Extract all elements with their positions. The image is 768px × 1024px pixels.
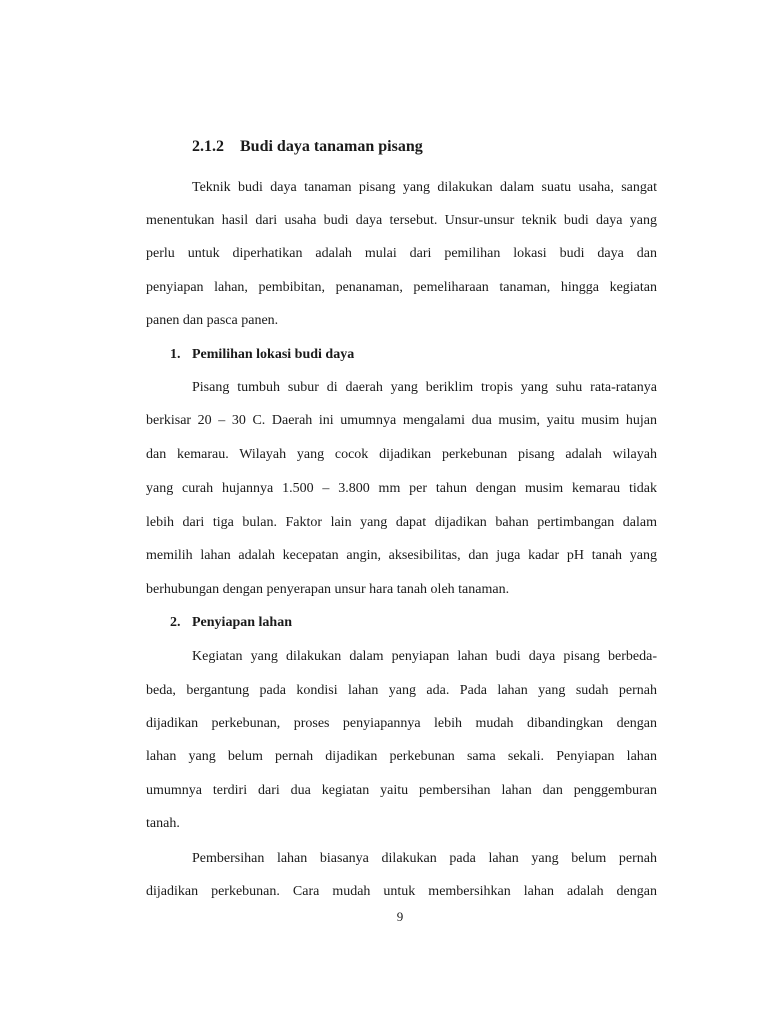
paragraph-line: tanah. bbox=[146, 816, 180, 831]
paragraph-line: Kegiatan yang dilakukan dalam penyiapan lahan budi daya pisang berbeda- bbox=[192, 649, 657, 664]
paragraph-line: perlu untuk diperhatikan adalah mulai dari pemilihan lokasi budi daya dan bbox=[146, 246, 657, 261]
paragraph-line: berhubungan dengan penyerapan unsur hara tanah oleh tanaman. bbox=[146, 582, 510, 597]
subsection-title: Pemilihan lokasi budi daya bbox=[192, 347, 355, 362]
paragraph-line: memilih lahan adalah kecepatan angin, aksesibilitas, dan juga kadar pH tanah yang bbox=[146, 548, 657, 563]
section-heading bbox=[192, 138, 423, 156]
subsection-heading bbox=[170, 346, 354, 364]
paragraph-line: penyiapan lahan, pembibitan, penanaman, pemeliharaan tanaman, hingga kegiatan bbox=[146, 280, 657, 295]
paragraph-line: panen dan pasca panen. bbox=[146, 313, 279, 328]
paragraph-line: menentukan hasil dari usaha budi daya tersebut. Unsur-unsur teknik budi daya yang bbox=[146, 213, 657, 228]
paragraph-line: umumnya terdiri dari dua kegiatan yaitu pembersihan lahan dan penggemburan bbox=[146, 783, 657, 798]
paragraph-line: berkisar 20 – 30 C. Daerah ini umumnya mengalami dua musim, yaitu musim hujan bbox=[146, 413, 657, 428]
subsection-heading bbox=[170, 614, 292, 632]
paragraph-line: dijadikan perkebunan. Cara mudah untuk membersihkan lahan adalah dengan bbox=[146, 884, 657, 899]
section-number: 2.1.2 bbox=[192, 138, 224, 155]
paragraph-line: lahan yang belum pernah dijadikan perkebunan sama sekali. Penyiapan lahan bbox=[146, 749, 657, 764]
paragraph-line: Pisang tumbuh subur di daerah yang beriklim tropis yang suhu rata-ratanya bbox=[192, 380, 657, 395]
page-number: 9 bbox=[396, 909, 404, 924]
paragraph-line: lebih dari tiga bulan. Faktor lain yang dapat dijadikan bahan pertimbangan dalam bbox=[146, 515, 657, 530]
paragraph-line: dan kemarau. Wilayah yang cocok dijadikan perkebunan pisang adalah wilayah bbox=[146, 447, 657, 462]
paragraph-line: Teknik budi daya tanaman pisang yang dilakukan dalam suatu usaha, sangat bbox=[192, 180, 657, 195]
subsection-number: 2. bbox=[170, 615, 181, 630]
paragraph-line: yang curah hujannya 1.500 – 3.800 mm per tahun dengan musim kemarau tidak bbox=[146, 481, 657, 496]
subsection-number: 1. bbox=[170, 347, 181, 362]
section-title: Budi daya tanaman pisang bbox=[240, 138, 423, 155]
subsection-title: Penyiapan lahan bbox=[192, 615, 292, 630]
paragraph-line: dijadikan perkebunan, proses penyiapannya lebih mudah dibandingkan dengan bbox=[146, 716, 657, 731]
paragraph-line: Pembersihan lahan biasanya dilakukan pada lahan yang belum pernah bbox=[192, 851, 657, 866]
paragraph-line: beda, bergantung pada kondisi lahan yang ada. Pada lahan yang sudah pernah bbox=[146, 683, 657, 698]
